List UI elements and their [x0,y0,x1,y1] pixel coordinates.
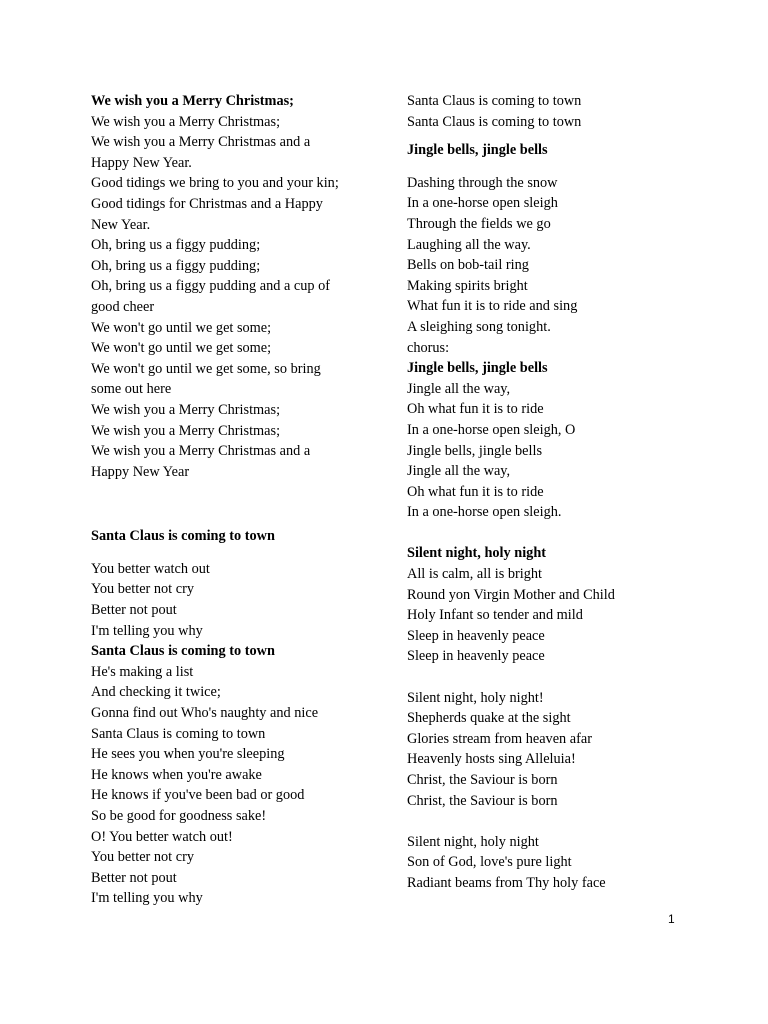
lyric-line: Jingle all the way, [407,463,511,480]
silent-night-verse-2 [407,688,737,812]
lyric-line: Silent night, holy night! [407,689,544,706]
lyric-line: We wish you a Merry Christmas and a [91,443,311,460]
lyric-line: good cheer [91,298,155,315]
lyric-line: Oh, bring us a figgy pudding; [91,237,261,254]
silent-night-verse-3 [407,832,737,894]
song-gap [407,523,737,544]
lyric-line: New Year. [91,216,151,233]
song-gap [407,132,737,140]
song-title-jingle-bells: Jingle bells, jingle bells [407,142,548,159]
title-gap [91,547,391,559]
lyric-line: Christ, the Saviour is born [407,772,558,788]
lyric-line: Sleep in heavenly peace [407,648,545,665]
lyric-line: Good tidings we bring to you and your kin; [91,175,339,192]
song-title-santa-claus: Santa Claus is coming to town [91,528,275,545]
lyric-line: Happy New Year [91,463,190,480]
song-title-merry-christmas: We wish you a Merry Christmas; [91,93,294,109]
santa-claus-lyrics-part-2 [91,662,391,909]
lyric-line: Bells on bob-tail ring [407,257,529,274]
lyric-line: Glories stream from heaven afar [407,730,592,747]
lyric-line: Oh, bring us a figgy pudding; [91,257,261,274]
merry-christmas-lyrics [91,112,391,483]
stanza-gap [407,667,737,688]
lyric-line: Oh, bring us a figgy pudding and a cup of [91,278,331,295]
lyric-line: He knows when you're awake [91,766,262,783]
lyric-line: In a one-horse open sleigh [407,195,558,212]
lyric-line: He sees you when you're sleeping [91,746,285,763]
lyric-line: I'm telling you why [91,622,203,639]
page-number: 1 [668,912,675,926]
lyric-line: Silent night, holy night [407,833,539,850]
lyric-line: Santa Claus is coming to town [407,93,582,109]
song-title-silent-night: Silent night, holy night [407,545,547,562]
lyric-line: What fun it is to ride and sing [407,298,578,315]
lyric-line: You better not cry [91,581,194,598]
lyric-line: Shepherds quake at the sight [407,710,571,727]
lyric-line: So be good for goodness sake! [91,808,267,824]
lyric-line: He knows if you've been bad or good [91,787,305,804]
jingle-bells-verse [407,173,737,358]
stanza-gap [407,811,737,832]
lyric-line: Jingle bells, jingle bells [407,442,543,459]
lyric-line: We wish you a Merry Christmas and a [91,134,311,151]
jingle-bells-chorus [407,379,737,523]
song-gap [91,482,391,526]
lyric-line: All is calm, all is bright [407,566,543,583]
left-column [91,91,391,909]
lyric-line: We wish you a Merry Christmas; [91,401,281,418]
lyric-line: We won't go until we get some; [91,340,272,357]
title-gap [407,161,737,173]
santa-claus-refrain: Santa Claus is coming to town [91,643,275,660]
lyric-line: You better not cry [91,849,194,866]
santa-claus-lyrics-part-1 [91,559,391,641]
lyric-line: Happy New Year. [91,154,192,171]
lyric-line: Through the fields we go [407,215,551,232]
lyric-line: Radiant beams from Thy holy face [407,874,606,891]
lyric-line: some out here [91,381,172,398]
jingle-bells-chorus-title: Jingle bells, jingle bells [407,360,548,377]
lyric-line: Holy Infant so tender and mild [407,607,583,624]
lyric-line: O! You better watch out! [91,828,233,845]
lyric-line: chorus: [407,339,450,356]
lyric-line: Round yon Virgin Mother and Child [407,586,615,603]
lyric-line: Santa Claus is coming to town [407,113,582,130]
lyric-line: You better watch out [91,560,210,577]
lyric-line: I'm telling you why [91,890,203,907]
lyric-line: Santa Claus is coming to town [91,725,266,742]
lyric-line: Good tidings for Christmas and a Happy [91,195,323,212]
lyric-line: Oh what fun it is to ride [407,401,544,418]
lyric-line: In a one-horse open sleigh. [407,504,562,521]
lyric-line: Gonna find out Who's naughty and nice [91,705,319,722]
lyric-line: And checking it twice; [91,684,221,701]
lyric-line: Sleep in heavenly peace [407,627,545,644]
lyric-line: A sleighing song tonight. [407,318,551,335]
lyric-line: We wish you a Merry Christmas; [91,422,281,439]
lyric-line: Heavenly hosts sing Alleluia! [407,751,576,768]
right-column [407,91,737,894]
lyric-line: He's making a list [91,663,194,680]
lyric-line: Oh what fun it is to ride [407,483,544,500]
lyric-line: Better not pout [91,602,177,619]
santa-claus-ending-lyrics [407,91,737,132]
lyric-line: Christ, the Saviour is born [407,792,558,809]
lyric-line: Jingle all the way, [407,380,511,397]
silent-night-verse-1 [407,564,737,667]
lyric-line: Better not pout [91,869,177,886]
lyric-line: We won't go until we get some; [91,319,272,336]
lyric-line: In a one-horse open sleigh, O [407,421,576,438]
lyric-line: Making spirits bright [407,277,528,294]
lyric-line: We won't go until we get some, so bring [91,360,321,377]
lyric-line: Son of God, love's pure light [407,854,572,871]
lyric-line: Dashing through the snow [407,174,558,191]
lyric-line: We wish you a Merry Christmas; [91,113,281,130]
lyric-line: Laughing all the way. [407,236,531,253]
